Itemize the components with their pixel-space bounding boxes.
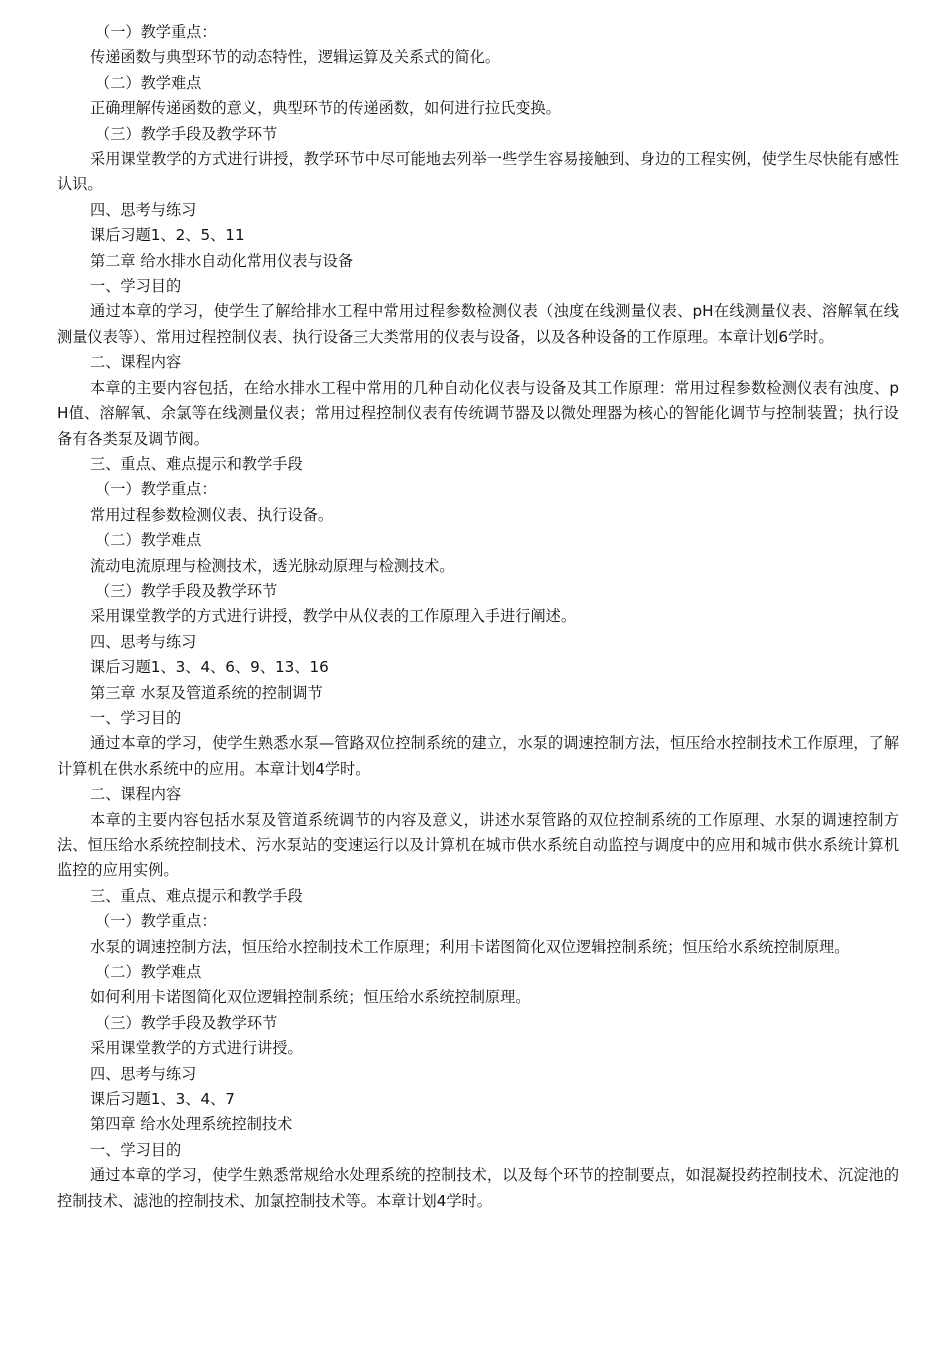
- paragraph: （二）教学难点: [95, 73, 202, 92]
- section-heading: 一、学习目的: [90, 277, 182, 296]
- paragraph: （一）教学重点：: [95, 912, 217, 931]
- section-heading: 一、学习目的: [90, 708, 182, 727]
- paragraph: （三）教学手段及教学环节: [95, 581, 278, 600]
- paragraph: 常用过程参数检测仪表、执行设备。: [90, 505, 333, 524]
- paragraph: 通过本章的学习，使学生熟悉水泵—管路双位控制系统的建立，水泵的调速控制方法，恒压给水控制技术工作原理，了解计算机在供水系统中的应用。本章计划4学时。: [57, 734, 899, 778]
- chapter-heading: 第四章 给水处理系统控制技术: [90, 1115, 293, 1134]
- paragraph: 本章的主要内容包括水泵及管道系统调节的内容及意义，讲述水泵管路的双位控制系统的工作原理、水泵的调速控制方法、恒压给水系统控制技术、污水泵站的变速运行以及计算机在城市供水系统自动监控与调度中的应用和城市供水系统计算机监控的应用实例。: [57, 810, 899, 880]
- section-heading: 四、思考与练习: [90, 632, 197, 651]
- paragraph: 采用课堂教学的方式进行讲授，教学环节中尽可能地去列举一些学生容易接触到、身边的工程实例，使学生尽快能有感性认识。: [57, 150, 899, 194]
- paragraph: 传递函数与典型环节的动态特性，逻辑运算及关系式的简化。: [90, 48, 501, 67]
- paragraph: （二）教学难点: [95, 531, 202, 550]
- paragraph: （一）教学重点：: [95, 23, 217, 41]
- paragraph: 四、思考与练习: [90, 200, 197, 219]
- section-heading: 二、课程内容: [90, 353, 182, 372]
- paragraph: 本章的主要内容包括，在给水排水工程中常用的几种自动化仪表与设备及其工作原理：常用过程参数检测仪表有浊度、pH值、溶解氧、余氯等在线测量仪表；常用过程控制仪表有传统调节器及以微处理器为核心的智能化调节与控制装置；执行设备有各类泵及调节阀。: [57, 378, 899, 448]
- section-heading: 一、学习目的: [90, 1140, 182, 1159]
- paragraph: 课后习题1、2、5、11: [90, 226, 245, 245]
- section-heading: 三、重点、难点提示和教学手段: [90, 886, 303, 905]
- chapter-heading: 第二章 给水排水自动化常用仪表与设备: [90, 251, 354, 270]
- paragraph: 采用课堂教学的方式进行讲授。: [90, 1039, 303, 1058]
- paragraph: 如何利用卡诺图简化双位逻辑控制系统；恒压给水系统控制原理。: [90, 988, 531, 1007]
- paragraph: 流动电流原理与检测技术，透光脉动原理与检测技术。: [90, 556, 455, 575]
- paragraph: （三）教学手段及教学环节: [95, 124, 278, 143]
- paragraph: 水泵的调速控制方法，恒压给水控制技术工作原理；利用卡诺图简化双位逻辑控制系统；恒压给水系统控制原理。: [90, 937, 850, 956]
- paragraph: 课后习题1、3、4、6、9、13、16: [90, 658, 329, 677]
- paragraph: 通过本章的学习，使学生了解给排水工程中常用过程参数检测仪表（浊度在线测量仪表、pH在线测量仪表、溶解氧在线测量仪表等）、常用过程控制仪表、执行设备三大类常用的仪表与设备，以及各种设备的工作原理。本章计划6学时。: [57, 302, 899, 346]
- paragraph: 课后习题1、3、4、7: [90, 1090, 235, 1109]
- chapter-heading: 第三章 水泵及管道系统的控制调节: [90, 683, 323, 702]
- paragraph: （一）教学重点：: [95, 480, 217, 499]
- paragraph: 通过本章的学习，使学生熟悉常规给水处理系统的控制技术，以及每个环节的控制要点，如混凝投药控制技术、沉淀池的控制技术、滤池的控制技术、加氯控制技术等。本章计划4学时。: [57, 1166, 899, 1210]
- section-heading: 三、重点、难点提示和教学手段: [90, 454, 303, 473]
- section-heading: 四、思考与练习: [90, 1064, 197, 1083]
- paragraph: 采用课堂教学的方式进行讲授，教学中从仪表的工作原理入手进行阐述。: [90, 607, 576, 626]
- paragraph: （二）教学难点: [95, 963, 202, 982]
- paragraph: 正确理解传递函数的意义，典型环节的传递函数，如何进行拉氏变换。: [90, 99, 561, 118]
- paragraph: （三）教学手段及教学环节: [95, 1013, 278, 1032]
- section-heading: 二、课程内容: [90, 785, 182, 804]
